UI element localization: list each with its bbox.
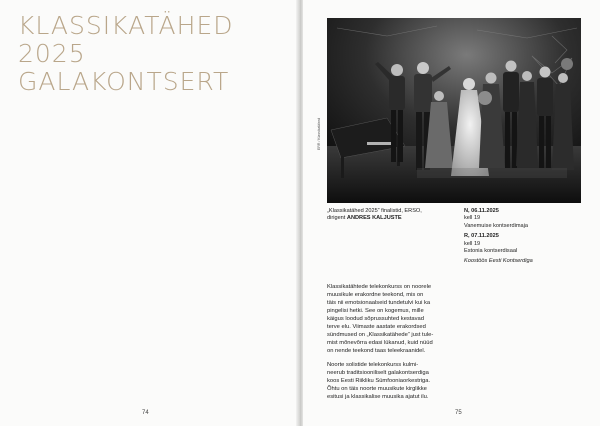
text-line: Õhtu on täis noorte muusikute kirglikke xyxy=(327,386,427,392)
photo-credit: ERR / Klassikatähed xyxy=(317,117,321,150)
text-line: täis nii emotsionaalseid tundetulvi kui ka xyxy=(327,300,431,306)
article-body xyxy=(327,283,465,407)
text-line: pingelisi hetki. See on kogemus, mille xyxy=(327,308,424,314)
caption-prefix: dirigent xyxy=(327,215,347,222)
text-line: koos Eesti Riikliku Sümfooniaorkestriga. xyxy=(327,378,431,384)
event-listing xyxy=(464,208,584,266)
stage-photo-illustration xyxy=(327,18,581,203)
text-line: sündmused on „Klassikatähede“ just tule- xyxy=(327,332,434,338)
page-number-left: 74 xyxy=(142,410,149,416)
caption-line-2 xyxy=(327,215,455,222)
event-venue: Vanemuise kontserdimaja xyxy=(464,222,528,229)
text-line: Klassikatähtede telekonkurss on noorele xyxy=(327,284,432,290)
paragraph-1 xyxy=(327,283,465,355)
event-date: R, 07.11.2025 xyxy=(464,233,499,240)
text-line: neerub traditsiooniliselt galakontserdiga xyxy=(327,370,429,376)
page-number-right: 75 xyxy=(455,410,462,416)
text-line: Noorte solistide telekonkurss kulmi- xyxy=(327,362,419,368)
text-line: muusikule erakordne teekond, mis on xyxy=(327,292,424,298)
title-line-1: KLASSIKATÄHED xyxy=(18,11,234,40)
event-tartu xyxy=(464,208,584,230)
event-tallinn xyxy=(464,233,584,255)
caption-line-1: „Klassikatähed 2025“ finalistid, ERSO, xyxy=(327,208,422,214)
title-line-2: 2025 xyxy=(18,39,86,68)
conductor-name: ANDRES KALJUSTE xyxy=(346,215,402,222)
event-time: kell 19 xyxy=(464,215,481,222)
right-page xyxy=(303,0,600,426)
photo-caption xyxy=(327,208,455,223)
text-line: käigus loodud sõprussuhted kestavad xyxy=(327,316,425,322)
text-line: mist mõnevõrra edasi lükanud, kuid nüüd xyxy=(327,340,433,346)
title-line-3: GALAKONTSERT xyxy=(18,67,230,96)
event-time: kell 19 xyxy=(464,240,481,247)
text-line: terve elu. Viimaste aastate erakordsed xyxy=(327,324,426,330)
paragraph-2 xyxy=(327,361,465,401)
event-date: N, 06.11.2025 xyxy=(464,208,499,214)
concert-title xyxy=(18,12,288,96)
left-page xyxy=(0,0,299,426)
finalists-stage-photo xyxy=(327,18,581,203)
text-line: on nende teekond taas teleekraanidel. xyxy=(327,348,426,354)
event-venue: Estonia kontserdisaal xyxy=(464,248,518,255)
text-line: esitusi ja klassikalise muusika ajatut ilu. xyxy=(327,394,429,400)
collaboration-note: Koostöös Eesti Kontserdiga xyxy=(464,258,533,265)
